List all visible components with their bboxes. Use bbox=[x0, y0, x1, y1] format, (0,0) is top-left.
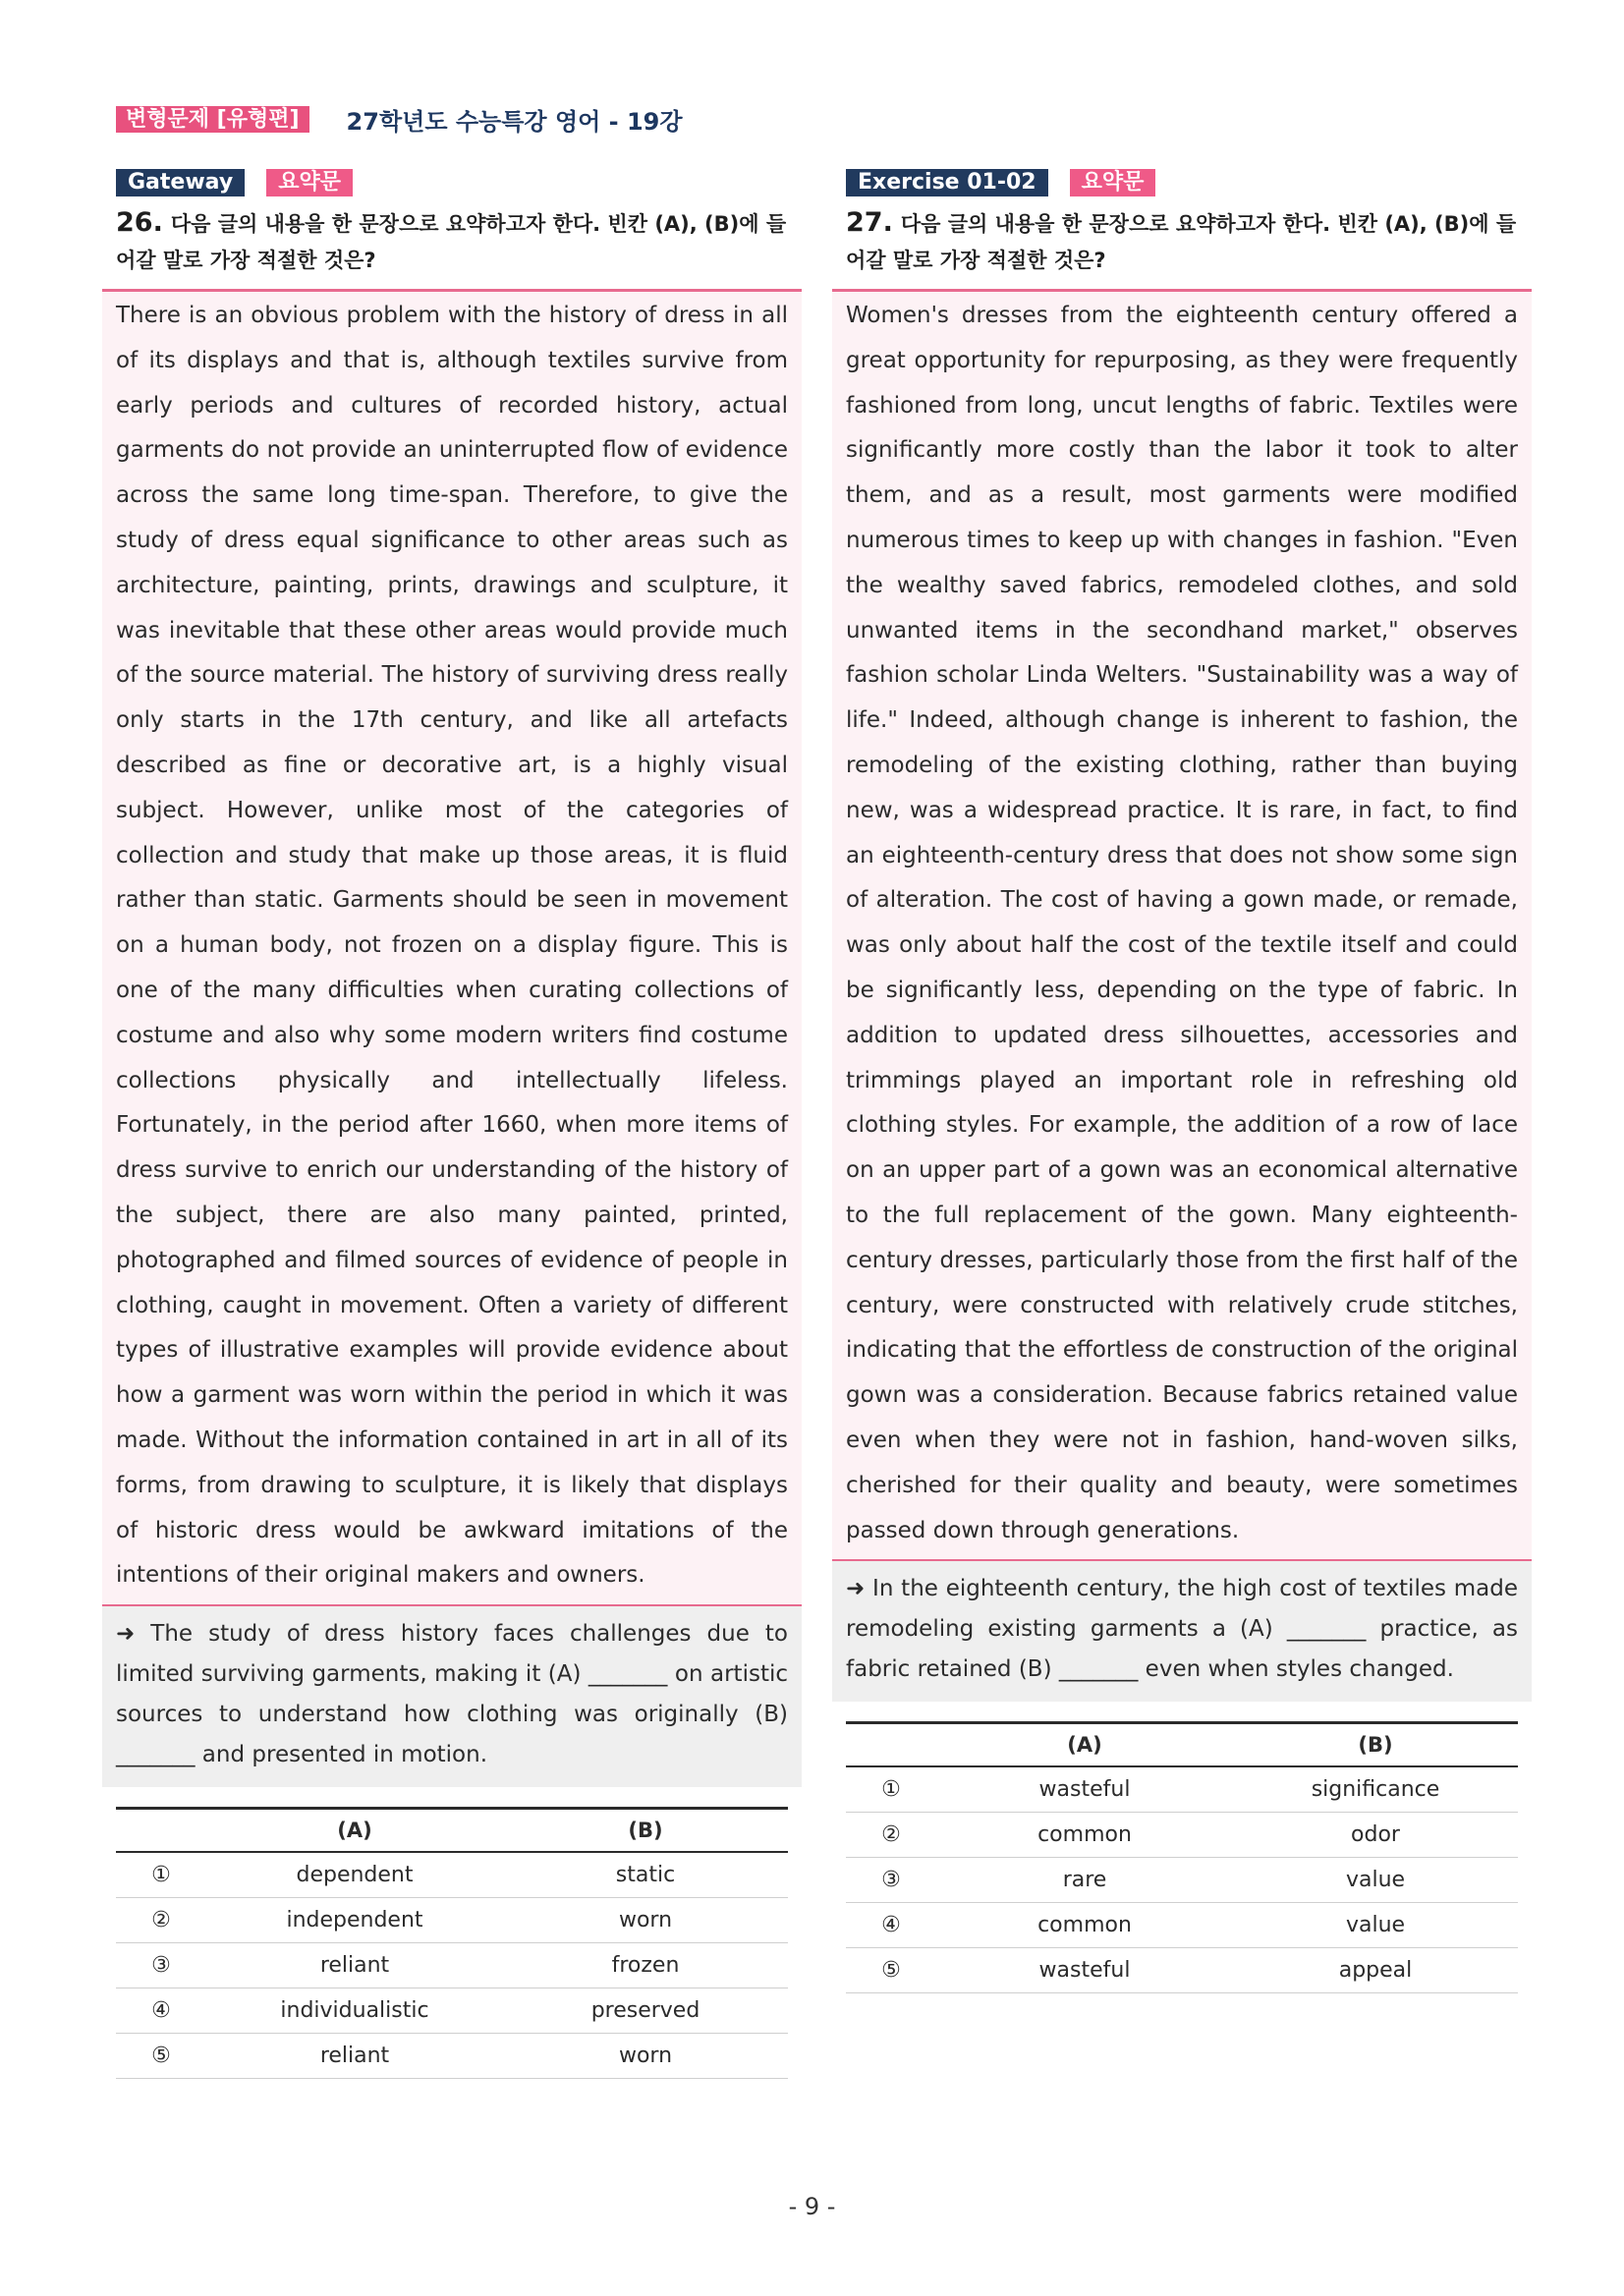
choice-mark: ② bbox=[116, 1898, 206, 1943]
choice-mark: ④ bbox=[116, 1988, 206, 2034]
choice-b: value bbox=[1233, 1858, 1518, 1903]
question-number: 26. bbox=[116, 207, 163, 238]
choice-row[interactable] bbox=[116, 1898, 788, 1943]
question-text: 다음 글의 내용을 한 문장으로 요약하고자 한다. 빈칸 (A), (B)에 들어갈 말로 가장 적절한 것은? bbox=[116, 212, 787, 272]
choice-b: worn bbox=[503, 1898, 788, 1943]
choice-a: wasteful bbox=[936, 1766, 1233, 1813]
choice-mark: ② bbox=[846, 1813, 936, 1858]
choice-row[interactable] bbox=[846, 1903, 1518, 1948]
column-b-header: (B) bbox=[503, 1809, 788, 1853]
summary-sentence: ➜ The study of dress history faces challenges due to limited surviving garments, making it (A) _______ on artistic sources to understand how clothing was originally (B) _______ and presented in motion. bbox=[102, 1604, 802, 1787]
answer-choices-table bbox=[846, 1721, 1518, 1993]
type-tag: 요약문 bbox=[266, 169, 353, 196]
choice-a: common bbox=[936, 1903, 1233, 1948]
choice-b: significance bbox=[1233, 1766, 1518, 1813]
source-tag: Exercise 01-02 bbox=[846, 169, 1048, 196]
blank-column bbox=[846, 1723, 936, 1767]
passage: Women's dresses from the eighteenth century offered a great opportunity for repurposing, as they were frequently fashioned from long, uncut lengths of fabric. Textiles were significantly more costly than the labor it took to alter them, and as a result, most garments were modified numerous times to keep up with changes in fashion. "Even the wealthy saved fabrics, remodeled clothes, and sold unwanted items in the secondhand market," observes fashion scholar Linda Welters. "Sustainability was a way of life." Indeed, although change is inherent to fashion, the remodeling of the existing clothing, rather than buying new, was a widespread practice. It is rare, in fact, to find an eighteenth-century dress that does not show some sign of alteration. The cost of having a gown made, or remade, was only about half the cost of the textile itself and could be significantly less, depending on the type of fabric. In addition to updated dress silhouettes, accessories and trimmings played an important role in refreshing old clothing styles. For example, the addition of a row of lace on an upper part of a gown was an economical alternative to the full replacement of the gown. Many eighteenth-century dresses, particularly those from the first half of the century, were constructed with relatively crude stitches, indicating that the effortless de construction of the original gown was a consideration. Because fabrics retained value even when they were not in fashion, hand-woven silks, cherished for their quality and beauty, were sometimes passed down through generations. bbox=[832, 292, 1532, 1559]
choice-b: odor bbox=[1233, 1813, 1518, 1858]
page-number: - 9 - bbox=[788, 2193, 836, 2220]
choice-a: reliant bbox=[206, 2034, 503, 2079]
choice-mark: ④ bbox=[846, 1903, 936, 1948]
question-tags bbox=[116, 169, 802, 196]
source-tag: Gateway bbox=[116, 169, 245, 196]
choice-row[interactable] bbox=[846, 1858, 1518, 1903]
choice-mark: ③ bbox=[116, 1943, 206, 1988]
question-26-column bbox=[102, 169, 802, 2079]
choice-mark: ① bbox=[846, 1766, 936, 1813]
type-tag: 요약문 bbox=[1070, 169, 1156, 196]
column-a-header: (A) bbox=[206, 1809, 503, 1853]
choice-mark: ⑤ bbox=[116, 2034, 206, 2079]
question-27-column bbox=[832, 169, 1532, 1993]
question-tags bbox=[846, 169, 1532, 196]
page-header bbox=[116, 104, 683, 134]
choice-b: static bbox=[503, 1852, 788, 1898]
choice-b: worn bbox=[503, 2034, 788, 2079]
choice-b: appeal bbox=[1233, 1948, 1518, 1993]
choice-a: wasteful bbox=[936, 1948, 1233, 1993]
question-text: 다음 글의 내용을 한 문장으로 요약하고자 한다. 빈칸 (A), (B)에 들어갈 말로 가장 적절한 것은? bbox=[846, 212, 1517, 272]
choice-row[interactable] bbox=[846, 1766, 1518, 1813]
header-tag: 변형문제 [유형편] bbox=[116, 106, 309, 133]
choice-row[interactable] bbox=[846, 1948, 1518, 1993]
choice-mark: ① bbox=[116, 1852, 206, 1898]
choice-mark: ③ bbox=[846, 1858, 936, 1903]
choice-row[interactable] bbox=[116, 2034, 788, 2079]
passage: There is an obvious problem with the history of dress in all of its displays and that is, although textiles survive from early periods and cultures of recorded history, actual garments do not provide an uninterrupted flow of evidence across the same long time-span. Therefore, to give the study of dress equal significance to other areas such as architecture, painting, prints, drawings and sculpture, it was inevitable that these other areas would provide much of the source material. The history of surviving dress really only starts in the 17th century, and like all artefacts described as fine or decorative art, is a highly visual subject. However, unlike most of the categories of collection and study that make up those areas, it is fluid rather than static. Garments should be seen in movement on a human body, not frozen on a display figure. This is one of the many difficulties when curating collections of costume and also why some modern writers find costume collections physically and intellectually lifeless. Fortunately, in the period after 1660, when more items of dress survive to enrich our understanding of the history of the subject, there are also many painted, printed, photographed and filmed sources of evidence of people in clothing, caught in movement. Often a variety of different types of illustrative examples will provide evidence about how a garment was worn within the period in which it was made. Without the information contained in art in all of its forms, from drawing to sculpture, it is likely that displays of historic dress would be awkward imitations of the intentions of their original makers and owners. bbox=[102, 292, 802, 1604]
choice-mark: ⑤ bbox=[846, 1948, 936, 1993]
choice-b: frozen bbox=[503, 1943, 788, 1988]
choice-row[interactable] bbox=[116, 1988, 788, 2034]
choice-row[interactable] bbox=[116, 1852, 788, 1898]
choice-a: dependent bbox=[206, 1852, 503, 1898]
choice-a: individualistic bbox=[206, 1988, 503, 2034]
choice-a: reliant bbox=[206, 1943, 503, 1988]
question-prompt bbox=[116, 204, 794, 279]
choice-b: value bbox=[1233, 1903, 1518, 1948]
column-a-header: (A) bbox=[936, 1723, 1233, 1767]
question-prompt bbox=[846, 204, 1524, 279]
answer-choices-table bbox=[116, 1807, 788, 2079]
choice-a: independent bbox=[206, 1898, 503, 1943]
blank-column bbox=[116, 1809, 206, 1853]
column-b-header: (B) bbox=[1233, 1723, 1518, 1767]
summary-sentence: ➜ In the eighteenth century, the high cost of textiles made remodeling existing garments a (A) _______ practice, as fabric retained (B) _______ even when styles changed. bbox=[832, 1559, 1532, 1702]
choice-row[interactable] bbox=[846, 1813, 1518, 1858]
header-title: 27학년도 수능특강 영어 - 19강 bbox=[346, 107, 683, 136]
choice-a: common bbox=[936, 1813, 1233, 1858]
question-number: 27. bbox=[846, 207, 893, 238]
choice-a: rare bbox=[936, 1858, 1233, 1903]
choice-row[interactable] bbox=[116, 1943, 788, 1988]
choice-b: preserved bbox=[503, 1988, 788, 2034]
